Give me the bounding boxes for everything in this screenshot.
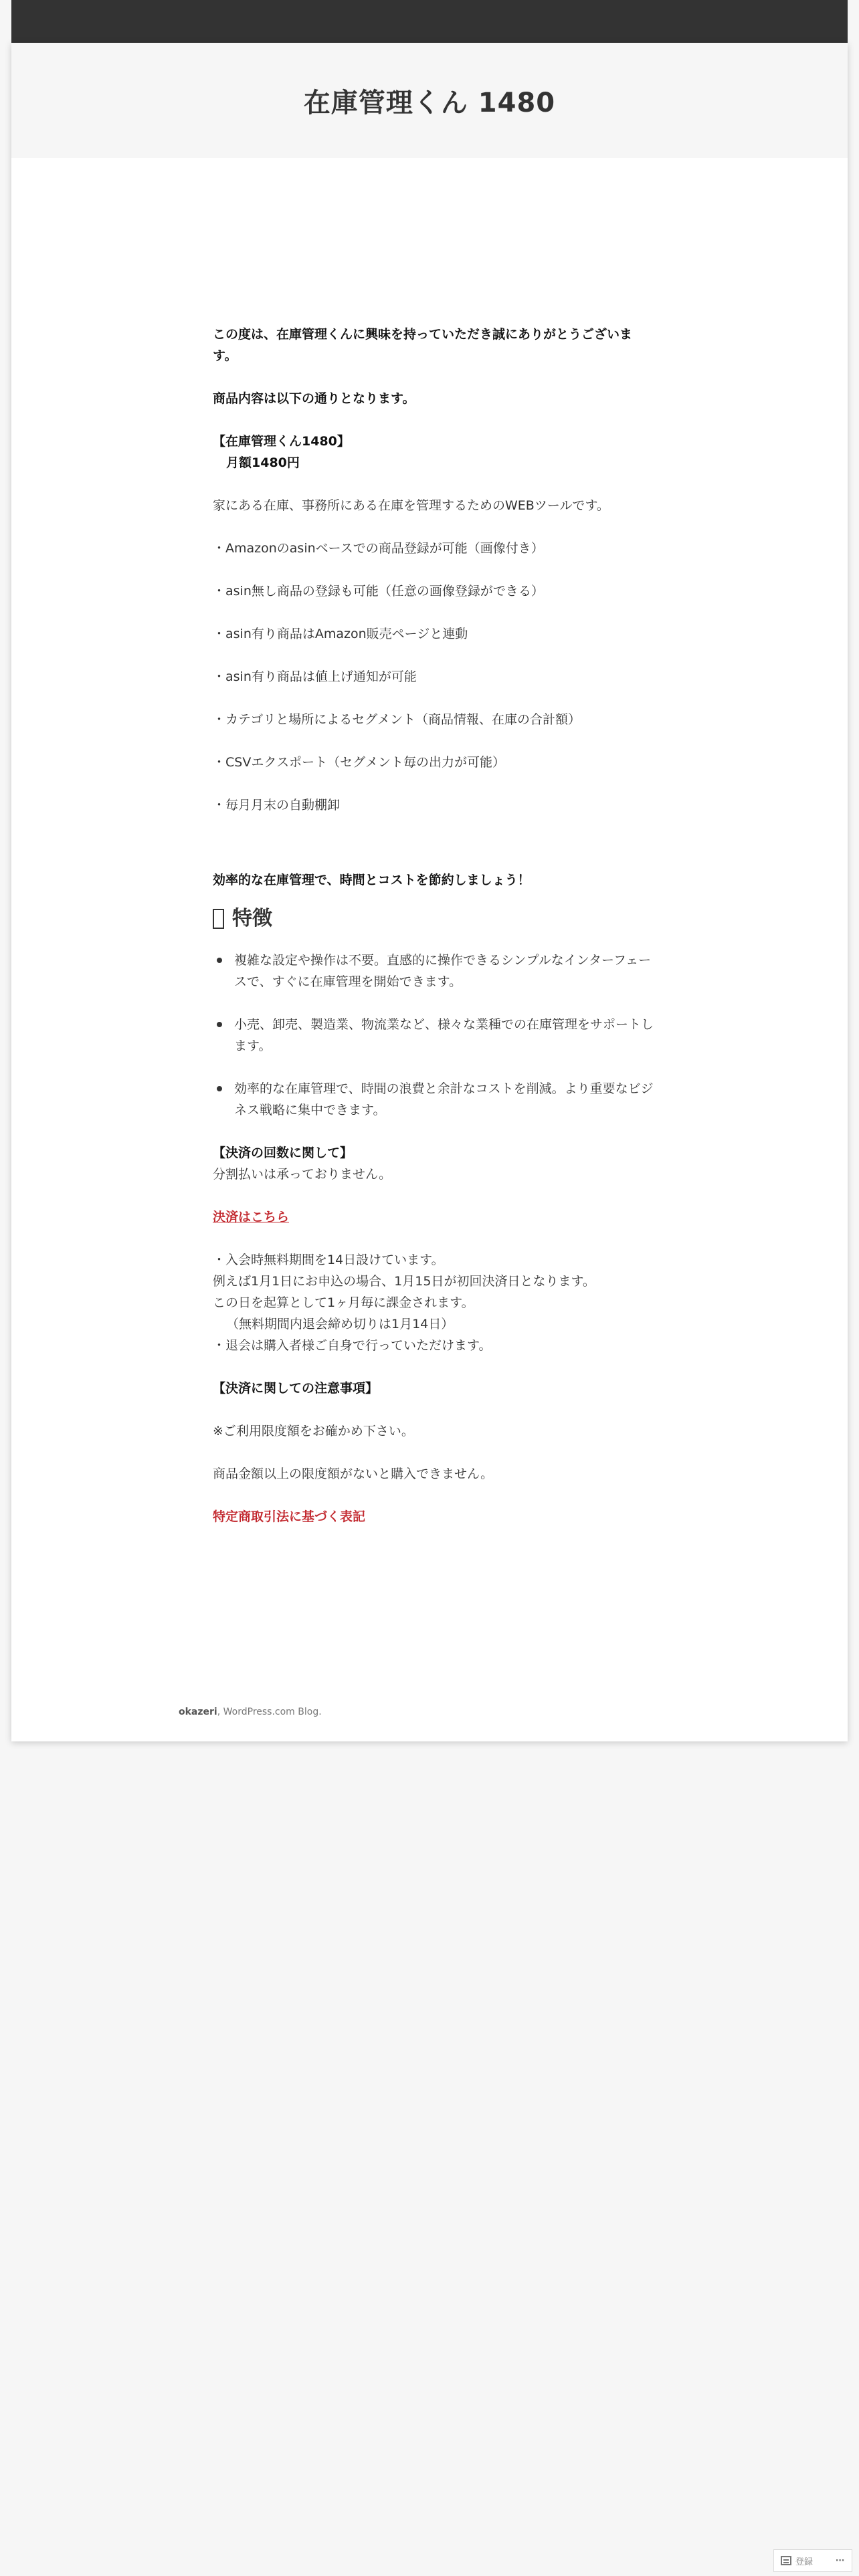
action-bar: [773, 2549, 852, 2572]
product-price: 月額1480円: [226, 455, 300, 470]
caution-line: 商品金額以上の限度額がないと購入できません。: [213, 1467, 494, 1481]
bullet-icon: [217, 1086, 222, 1091]
list-item: ・asin有り商品はAmazon販売ページと連動: [213, 627, 468, 641]
product-description: 家にある在庫、事務所にある在庫を管理するためのWEBツールです。: [213, 498, 609, 513]
footer-separator: ,: [217, 1707, 223, 1717]
summary-heading: 商品内容は以下の通りとなります。: [213, 391, 415, 406]
feature-text: 複雑な設定や操作は不要。直感的に操作できるシンプルなインターフェースで、すぐに在庫管理を開始できます。: [234, 953, 652, 989]
trial-line: この日を起算として1ヶ月毎に課金されます。: [213, 1295, 474, 1310]
list-item: ・asin無し商品の登録も可能（任意の画像登録ができる）: [213, 584, 544, 599]
footer-platform-link[interactable]: WordPress.com Blog.: [223, 1707, 322, 1717]
list-item: ・asin有り商品は値上げ通知が可能: [213, 669, 417, 684]
feature-heading-label: 特徴: [232, 907, 272, 930]
feature-text: 効率的な在庫管理で、時間の浪費と余計なコストを削減。より重要なビジネス戦略に集中できます。: [234, 1081, 654, 1117]
feature-item: [213, 1014, 654, 1057]
missing-glyph-icon: [213, 909, 224, 929]
reader-icon: [781, 2556, 791, 2565]
feature-item: [213, 950, 654, 992]
caution-heading: 【決済に関しての注意事項】: [213, 1381, 379, 1396]
list-item: ・CSVエクスポート（セグメント毎の出力が可能）: [213, 755, 505, 770]
follow-button[interactable]: [781, 2555, 813, 2567]
trial-line: ・退会は購入者様ご自身で行っていただけます。: [213, 1338, 492, 1353]
payment-note: 分割払いは承っておりません。: [213, 1167, 392, 1182]
bullet-icon: [217, 1022, 222, 1027]
commercial-law-link[interactable]: 特定商取引法に基づく表記: [213, 1509, 366, 1524]
ellipsis-icon[interactable]: ⋯: [836, 2555, 845, 2566]
caution-line: ※ご利用限度額をお確かめ下さい。: [213, 1424, 414, 1438]
post-content: [213, 324, 654, 1549]
intro-text: この度は、在庫管理くんに興味を持っていただき誠にありがとうございます。: [213, 327, 633, 363]
product-name: 【在庫管理くん1480】: [213, 434, 350, 449]
page-container: [11, 43, 848, 1741]
feature-text: 小売、卸売、製造業、物流業など、様々な業種での在庫管理をサポートします。: [234, 1017, 654, 1053]
feature-item: [213, 1078, 654, 1121]
trial-line: 例えば1月1日にお申込の場合、1月15日が初回決済日となります。: [213, 1274, 595, 1289]
site-title[interactable]: 在庫管理くん 1480: [303, 87, 556, 118]
payment-heading: 【決済の回数に関して】: [213, 1146, 353, 1160]
tagline: 効率的な在庫管理で、時間とコストを節約しましょう！: [213, 873, 531, 887]
trial-line: ・入会時無料期間を14日設けています。: [213, 1253, 444, 1267]
masthead: [11, 43, 848, 158]
list-item: ・カテゴリと場所によるセグメント（商品情報、在庫の合計額）: [213, 712, 581, 727]
bullet-icon: [217, 958, 222, 963]
footer-blog-link[interactable]: okazeri: [179, 1707, 217, 1717]
list-item: ・毎月月末の自動棚卸: [213, 798, 341, 813]
payment-link[interactable]: 決済はこちら: [213, 1210, 290, 1224]
follow-label: 登録: [795, 2557, 814, 2567]
spacer: [213, 837, 654, 869]
trial-line: （無料期間内退会締め切りは1月14日）: [226, 1317, 454, 1331]
list-item: ・Amazonのasinベースでの商品登録が可能（画像付き）: [213, 541, 544, 556]
feature-heading: [213, 905, 654, 932]
feature-list: [213, 950, 654, 1121]
site-footer: [179, 1707, 322, 1717]
top-admin-bar: [11, 0, 848, 43]
